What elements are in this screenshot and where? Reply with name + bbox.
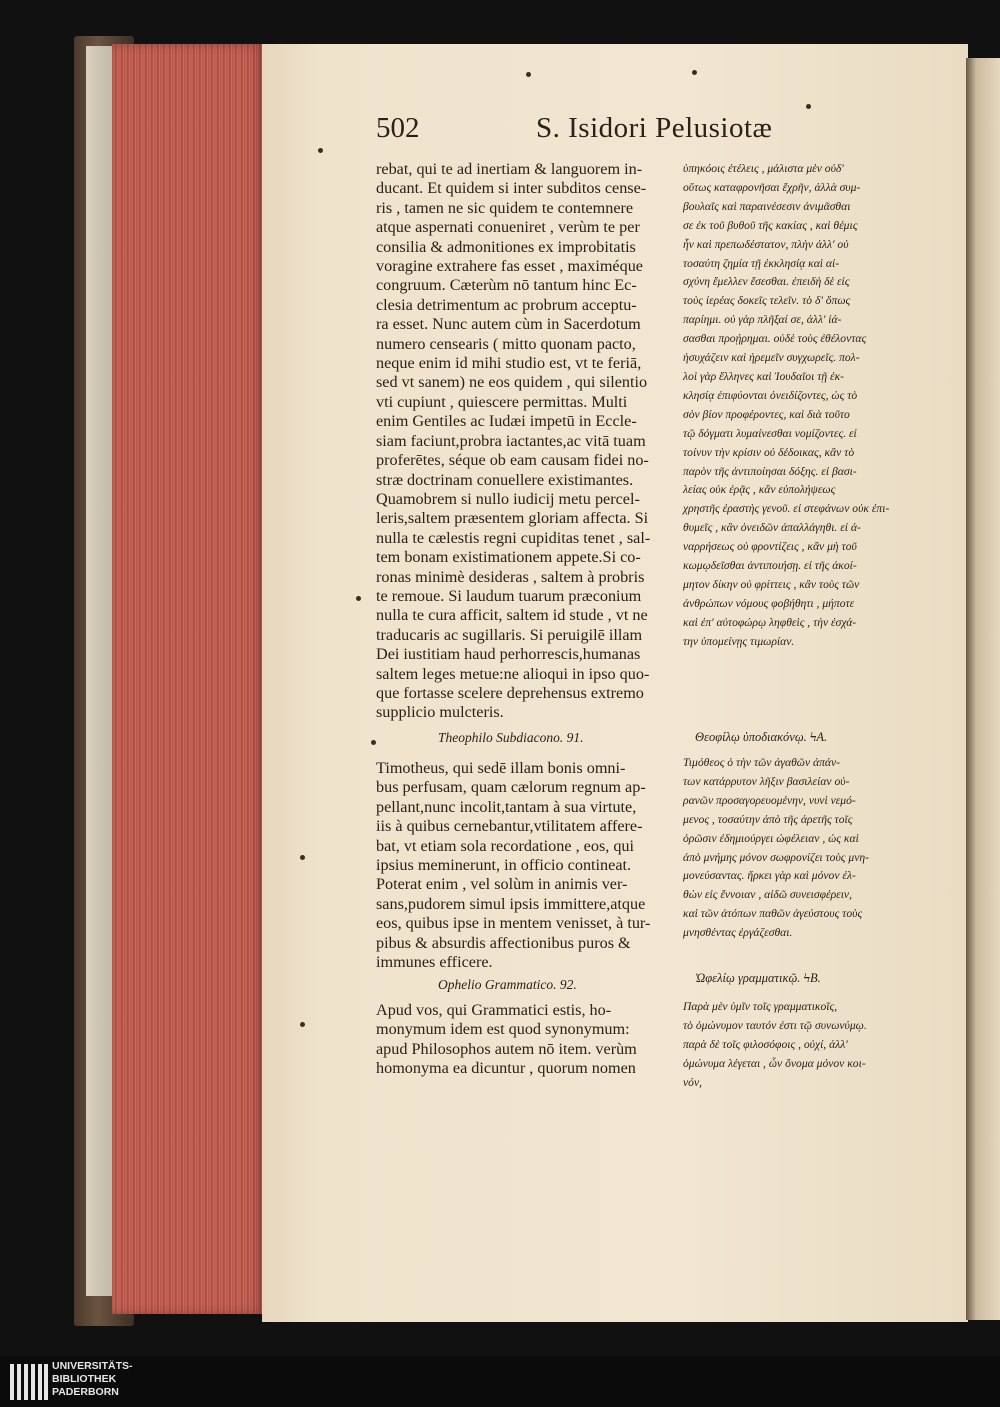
greek-letter-92 [683, 998, 918, 1093]
text-line: παρὸν τῆς ἀντιποίησαι δόξης. εἰ βασι- [683, 464, 857, 478]
page-mark [526, 72, 531, 77]
text-line: Τιμόθεος ὁ τὴν τῶν ἀγαθῶν ἀπάν- [683, 756, 840, 769]
text-line: Dei iustitiam haud perhorrescis,humanas [376, 645, 641, 664]
text-line: μονεύσαντας. ἤρκει γὰρ καὶ μόνον ἐλ- [683, 869, 856, 883]
page-edges [112, 44, 264, 1314]
text-line: sed vt sanem) ne eos quidem , qui silentio [376, 373, 648, 392]
greek-heading-92: Ὠφελίῳ γραμματικῷ. ϞΒ. [695, 971, 821, 985]
text-line: nulla te cura afficit, saltem id stude , vt ne [376, 606, 648, 625]
text-line: ra esset. Nunc autem cùm in Sacerdotum [376, 315, 641, 334]
text-line: ducant. Et quidem si inter subditos cense- [376, 179, 647, 198]
text-line: τοὺς ἱερέας δοκεῖς τελεῖν. τὸ δ' ὅπως [683, 294, 851, 308]
page-number: 502 [376, 112, 420, 144]
latin-letter-91 [376, 759, 668, 972]
text-line: τῷ δόγματι λυμαίνεσθαι νομίζοντες. εἰ [683, 426, 857, 440]
page-mark [806, 104, 811, 109]
text-line: immunes efficere. [376, 953, 493, 972]
text-line: τοίνυν τὴν κρίσιν οὐ δέδοικας, κἂν τὸ [683, 445, 855, 459]
text-line: congruum. Cæterùm nō tantum hinc Ec- [376, 276, 637, 295]
text-line: monymum idem est quod synonymum: [376, 1020, 630, 1039]
text-line: θυμεῖς , κἂν ὀνειδῶν ἀπαλλάγηθι. εἰ ἀ- [683, 521, 861, 535]
text-line: ναρρήσεως οὐ φροντίζεις , κἂν μὴ τοῦ [683, 540, 857, 554]
text-line: ris , tamen ne sic quidem te contemnere [376, 198, 634, 217]
text-line: σχύνη ἔμελλεν ἔσεσθαι. ἐπειδὴ δὲ εἰς [683, 275, 850, 289]
text-line: μητον δίκην οὐ φρίττεις , κἂν τοὺς τῶν [683, 577, 860, 591]
page-mark [371, 740, 376, 745]
text-line: homonyma ea dicuntur , quorum nomen [376, 1059, 636, 1078]
text-line: τὸ ὁμώνυμον ταυτόν ἐστι τῷ συνωνύμῳ. [683, 1018, 867, 1032]
text-line: ἦν καὶ πρεπωδέστατον, πλὴν ἀλλ' οὐ [683, 237, 849, 251]
text-line: bat, vt etiam sola recordatione , eos, qui [376, 836, 635, 855]
text-line: enim Gentiles ac Iudæi impetū in Eccle- [376, 412, 637, 431]
text-line: iis à quibus cernebantur,vtilitatem affere- [376, 817, 643, 836]
page-mark [318, 148, 323, 153]
greek-heading-91: Θεοφίλῳ ὑποδιακόνῳ. ϞΑ. [695, 730, 828, 744]
text-line: pellant,nunc incolit,tantam à sua virtute, [376, 797, 637, 816]
library-line: PADERBORN [52, 1386, 119, 1398]
page-mark [300, 1022, 305, 1027]
text-line: clesia detrimentum ac probrum acceptu- [376, 295, 637, 314]
text-line: bus perfusam, quam cælorum regnum ap- [376, 778, 646, 797]
text-line: ὑπηκόοις ἐτέλεις , μάλιστα μὲν οὐδ' [683, 162, 844, 175]
text-line: Apud vos, qui Grammatici estis, ho- [376, 1001, 612, 1019]
text-line: ἡσυχάζειν καὶ ἠρεμεῖν συγχωρεῖς. πολ- [683, 351, 860, 365]
page-mark [356, 596, 361, 601]
running-title: S. Isidori Pelusiotæ [536, 112, 773, 144]
text-line: numero censearis ( mitto quonam pacto, [376, 334, 636, 353]
text-line: ἀνθρώπων νόμους φοβήθητι , μήποτε [683, 596, 855, 610]
text-line: των κατάρρυτον λῆξιν βασιλείαν οὐ- [683, 774, 850, 788]
latin-heading-92: Ophelio Grammatico. 92. [438, 977, 577, 992]
text-line: ρανῶν προσαγορευομένην, νυνὶ νεμό- [683, 793, 856, 807]
text-line: rebat, qui te ad inertiam & languorem in- [376, 160, 643, 178]
text-line: Timotheus, qui sedē illam bonis omni- [376, 759, 626, 777]
text-line: λείας οὐκ ἐρᾷς , κἂν εὐπολήψεως [683, 483, 836, 497]
text-line: proferētes, séque ob eam causam fidei no- [376, 451, 649, 470]
page-header [376, 112, 786, 152]
text-line: que fortasse scelere deprehensus extremo [376, 683, 644, 702]
greek-column-top [683, 160, 918, 652]
text-line: tem bonam existimationem appete.Si co- [376, 548, 641, 567]
greek-letter-91 [683, 754, 918, 943]
facing-page-edge [966, 58, 1000, 1320]
text-line: voragine extrahere fas esset , maximéque [376, 257, 643, 276]
text-line: τοσαύτη ζημία τῇ ἐκκλησίᾳ καὶ αἰ- [683, 256, 840, 270]
text-line: stræ doctrinam conuellere existimantes. [376, 470, 634, 489]
text-line: Poterat enim , vel solùm in animis ver- [376, 875, 628, 894]
text-line: Quamobrem si nullo iudicij metu percel- [376, 489, 640, 508]
text-line: παρίημι. οὐ γὰρ πλῆξαί σε, ἀλλ' ἰά- [683, 313, 842, 327]
text-line: σε ἐκ τοῦ βυθοῦ τῆς κακίας , καὶ θέμις [683, 218, 858, 232]
page-mark [300, 855, 305, 860]
text-line: neque enim id mihi studio est, vt te feriā, [376, 354, 642, 373]
text-line: σὸν βίον προφέροντες, καὶ διὰ τοῦτο [683, 407, 850, 421]
text-line: atque aspernati conueniret , verùm te per [376, 218, 640, 237]
text-line: χρηστῆς ἐραστὴς γενοῦ. εἰ στεφάνων οὐκ ἐπι- [683, 502, 890, 516]
text-line: consilia & admonitiones ex improbitatis [376, 237, 636, 256]
text-line: λοὶ γὰρ ἕλληνες καὶ Ἰουδαῖοι τῇ ἐκ- [683, 369, 845, 383]
text-line: traducaris ac sugillaris. Si peruigilē illam [376, 625, 643, 644]
text-line: siam faciunt,probra iactantes,ac vitā tuam [376, 431, 646, 450]
text-line: μνησθέντας ἐργάζεσθαι. [683, 926, 793, 940]
text-line: θὼν εἰς ἔννοιαν , αἰδῶ συνεισφέρειν, [683, 888, 852, 902]
text-line: apud Philosophos autem nō item. verùm [376, 1039, 637, 1058]
text-line: vti cupiunt , quiescere permittas. Multi [376, 392, 628, 411]
text-line: supplicio mulcteris. [376, 703, 504, 722]
text-line: sans,pudorem simul ipsis immittere,atque [376, 894, 646, 913]
text-line: κλησίᾳ ἐπιφύονται ὀνειδίζοντες, ὡς τὸ [683, 388, 858, 402]
text-line: ὁρῶσιν ἐδημιούργει ὠφέλειαν , ὡς καὶ [683, 831, 859, 845]
library-line: BIBLIOTHEK [52, 1373, 117, 1385]
latin-letter-92 [376, 1001, 668, 1079]
text-line: eos, quibus ipse in mentem venisset, à tur- [376, 914, 651, 933]
text-line: σασθαι προῄρημαι. οὐδὲ τοὺς ἐθέλοντας [683, 332, 867, 346]
text-line: pibus & absurdis affectionibus puros & [376, 933, 631, 952]
text-line: καὶ τῶν ἀτόπων παθῶν ἀγεύστους τοὺς [683, 907, 863, 921]
text-line: νόν, [683, 1075, 702, 1089]
text-line: ὁμώνυμα λέγεται , ὧν ὄνομα μόνον κοι- [683, 1056, 866, 1070]
text-line: saltem leges metue:ne alioqui in ipso quo- [376, 664, 650, 683]
text-line: ipsius meminerunt, in officio contineat. [376, 856, 632, 875]
library-name [52, 1360, 133, 1399]
latin-column-top [376, 160, 668, 723]
text-line: leris,saltem præsentem gloriam affecta. Si [376, 509, 649, 528]
text-line: nulla te cælestis regni cupiditas tenet , sal- [376, 528, 651, 547]
text-line: βουλαῖς καὶ παραινέσεσιν ἀνιμᾶσθαι [683, 199, 851, 213]
text-line: την ὑπομείνῃς τιμωρίαν. [683, 634, 795, 648]
text-line: μενος , τοσαύτην ἀπὸ τῆς ἀρετῆς τοῖς [683, 812, 853, 826]
library-line: UNIVERSITÄTS- [52, 1360, 133, 1372]
library-logo-icon [10, 1364, 48, 1400]
footer-bar [0, 1356, 1000, 1407]
text-line: ἀπὸ μνήμης μόνον σωφρονίζει τοὺς μνη- [683, 850, 869, 864]
text-line: ronas minimè desideras , saltem à probris [376, 567, 645, 586]
text-line: κωμῳδεῖσθαι ἀντιποιήσῃ. εἰ τῆς ἀκοί- [683, 559, 857, 573]
latin-heading-91: Theophilo Subdiacono. 91. [438, 730, 584, 745]
page-mark [692, 70, 697, 75]
text-line: οὕτως καταφρονῆσαι ἔχρῆν, ἀλλὰ συμ- [683, 180, 861, 194]
text-line: te remoue. Si laudum tuarum præconium [376, 586, 642, 605]
text-line: παρὰ δὲ τοῖς φιλοσόφοις , οὐχί, ἀλλ' [683, 1037, 848, 1051]
text-line: καὶ ἐπ' αὐτοφώρῳ ληφθεὶς , τὴν ἐσχά- [683, 615, 857, 629]
text-line: Παρὰ μὲν ὑμῖν τοῖς γραμματικοῖς, [683, 1000, 838, 1013]
